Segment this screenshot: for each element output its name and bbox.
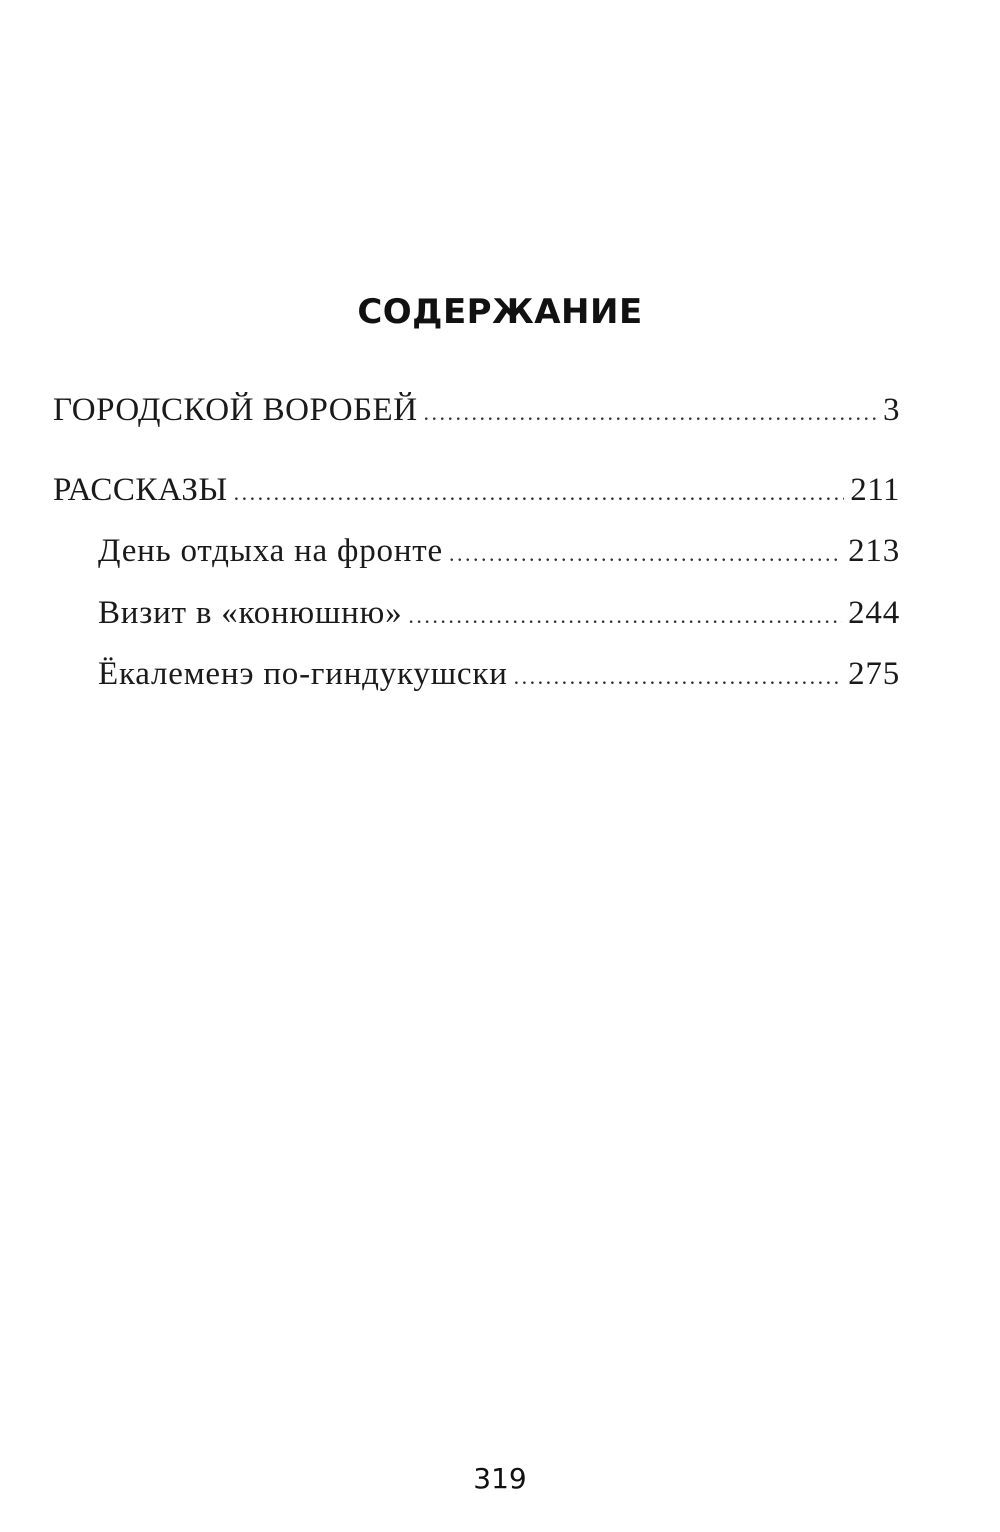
toc-entry-label: РАССКАЗЫ [53,472,228,508]
toc-entry-vizit-v-konyushnyu [98,595,900,632]
toc-entry-page-number: 275 [848,656,900,692]
toc-entry-label: Визит в «конюшню» [98,595,403,631]
toc-entry-yokalemene [98,656,900,693]
toc-entry-page-number: 244 [848,595,900,631]
toc-entry-label: Ёкалеменэ по-гиндукушски [98,656,508,692]
toc-title: СОДЕРЖАНИЕ [357,292,643,332]
toc-entry-page-number: 213 [848,533,900,569]
toc-entry-page-number: 211 [850,472,900,508]
dot-leader [449,541,842,567]
toc-entry-label: ГОРОДСКОЙ ВОРОБЕЙ [53,392,418,428]
page-number: 319 [473,1462,527,1495]
dot-leader [234,480,845,506]
toc-entry-page-number: 3 [883,392,900,428]
toc-entry-rasskazy [53,472,900,509]
toc-entry-label: День отдыха на фронте [98,533,443,569]
dot-leader [424,400,877,426]
dot-leader [408,603,842,629]
toc-entry-den-otdykha [98,533,900,570]
toc-entry-gorodskoy-vorobey [53,392,900,429]
dot-leader [514,664,842,690]
